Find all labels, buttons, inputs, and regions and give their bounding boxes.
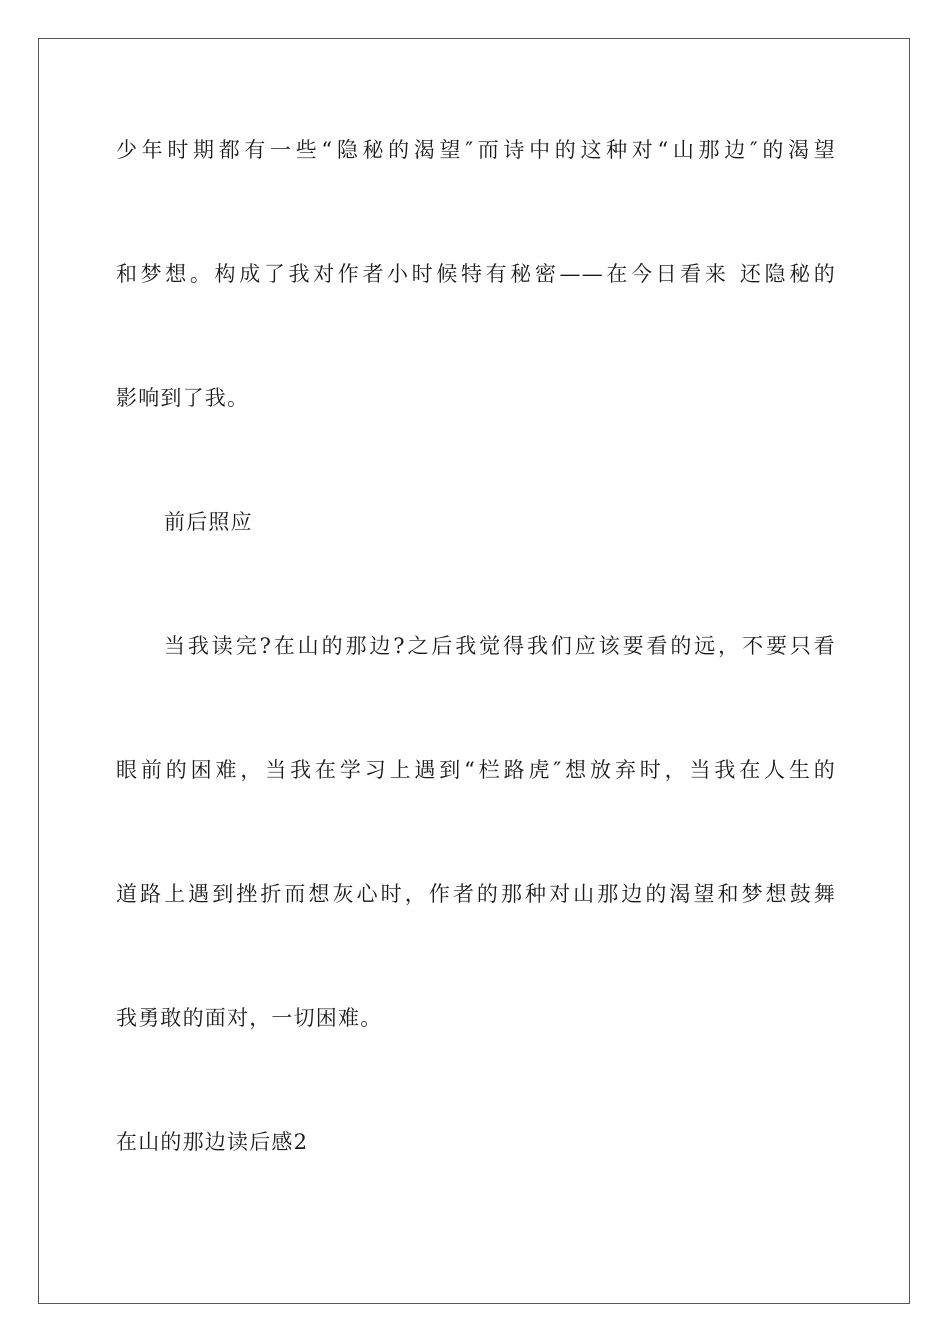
paragraph-line: 少年时期都有一些“隐秘的渴望″而诗中的这种对“山那边″的渴望: [116, 138, 836, 162]
document-title: 在山的那边读后感2: [116, 1130, 309, 1154]
paragraph-line: 道路上遇到挫折而想灰心时，作者的那种对山那边的渴望和梦想鼓舞: [116, 882, 836, 906]
paragraph-line: 当我读完?在山的那边?之后我觉得我们应该要看的远，不要只看: [164, 634, 836, 658]
paragraph-line: 眼前的困难，当我在学习上遇到“栏路虎″想放弃时，当我在人生的: [116, 758, 836, 782]
page-frame: [38, 38, 910, 1304]
paragraph-line: 我勇敢的面对，一切困难。: [116, 1006, 383, 1030]
paragraph-line: 影响到了我。: [116, 386, 250, 410]
paragraph-line: 和梦想。构成了我对作者小时候特有秘密——在今日看来 还隐秘的: [116, 262, 836, 286]
section-heading: 前后照应: [164, 510, 253, 534]
